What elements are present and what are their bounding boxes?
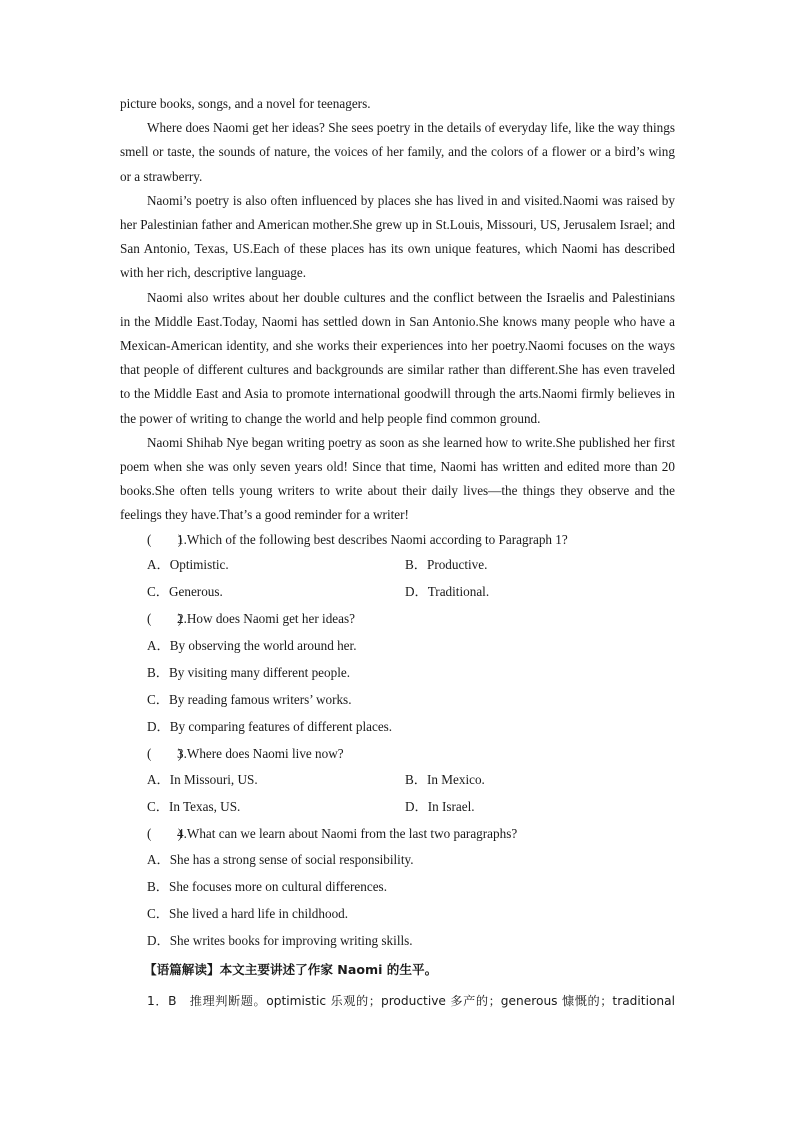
passage-paragraph-ideas: Where does Naomi get her ideas? She sees poetry in the details of everyday life, like the way things smell or taste, the sounds of nature, the voices of her family, and the colors of a flower or a bird’s wing or a strawberry. bbox=[120, 120, 675, 184]
option-c[interactable]: C．Generous. bbox=[147, 583, 223, 599]
option-a[interactable]: A．She has a strong sense of social responsibility. bbox=[147, 851, 414, 867]
options-row bbox=[120, 768, 675, 795]
question-text: 1.Which of the following best describes Naomi according to Paragraph 1? bbox=[177, 531, 568, 547]
option-c[interactable]: C．By reading famous writers’ works. bbox=[147, 691, 352, 707]
document-content bbox=[120, 92, 675, 1013]
options-row bbox=[120, 580, 675, 607]
option-a[interactable]: A．Optimistic. bbox=[147, 556, 229, 572]
passage-line-continued: picture books, songs, and a novel for teenagers. bbox=[120, 96, 371, 111]
passage-paragraph-cultures: Naomi also writes about her double cultures and the conflict between the Israelis and Palestinians in the Middle East.Today, Naomi has settled down in San Antonio.She knows many people who have a Mexican-American identity, and she works their experiences into her poetry.Naomi focuses on the ways that people of different cultures and backgrounds are similar rather than different.She has even traveled to the Middle East and Asia to promote international goodwill through the arts.Naomi firmly believes in the power of writing to change the world and help people find common ground. bbox=[120, 289, 675, 426]
question-3 bbox=[120, 742, 675, 768]
option-a[interactable]: A．By observing the world around her. bbox=[147, 637, 357, 653]
option-c[interactable]: C．In Texas, US. bbox=[147, 798, 241, 814]
answer-blank[interactable]: ( ) bbox=[147, 531, 183, 547]
option-b[interactable]: B．By visiting many different people. bbox=[147, 664, 351, 680]
option-b[interactable]: B．She focuses more on cultural differences. bbox=[147, 878, 387, 894]
question-text: 3.Where does Naomi live now? bbox=[177, 745, 344, 761]
option-a[interactable]: A．In Missouri, US. bbox=[147, 771, 258, 787]
option-c[interactable]: C．She lived a hard life in childhood. bbox=[147, 905, 349, 921]
analysis-heading: 【语篇解读】本文主要讲述了作家 Naomi 的生平。 bbox=[144, 961, 438, 977]
question-1 bbox=[120, 528, 675, 553]
answer-blank[interactable]: ( ) bbox=[147, 825, 183, 841]
question-2 bbox=[120, 607, 675, 634]
question-text: 2.How does Naomi get her ideas? bbox=[177, 610, 355, 626]
option-d[interactable]: D．By comparing features of different places. bbox=[147, 718, 393, 734]
passage-paragraph-places: Naomi’s poetry is also often influenced by places she has lived in and visited.Naomi was raised by her Palestinian father and American mother.She grew up in St.Louis, Missouri, US, Jerusalem Israel; and San Antonio, Texas, US.Each of these places has its own unique features, which Naomi has described with her rich, descriptive language. bbox=[120, 192, 675, 281]
question-4 bbox=[120, 822, 675, 848]
option-b[interactable]: B．Productive. bbox=[405, 556, 488, 572]
answer-blank[interactable]: ( ) bbox=[147, 610, 183, 626]
analysis-answer-line: 1．B 推理判断题。optimistic 乐观的；productive 多产的；generous 慷慨的；traditional bbox=[147, 993, 675, 1008]
option-d[interactable]: D．She writes books for improving writing skills. bbox=[147, 932, 413, 948]
passage-paragraph-beginnings: Naomi Shihab Nye began writing poetry as soon as she learned how to write.She published her first poem when she was only seven years old! Since that time, Naomi has written and edited more than 20 books.She often tells young writers to write about their daily lives—the things they observe and the feelings they have.That’s a good reminder for a writer! bbox=[120, 434, 675, 523]
options-row bbox=[120, 795, 675, 822]
answer-blank[interactable]: ( ) bbox=[147, 745, 183, 761]
question-text: 4.What can we learn about Naomi from the last two paragraphs? bbox=[177, 825, 518, 841]
options-row bbox=[120, 553, 675, 580]
option-d[interactable]: D．In Israel. bbox=[405, 798, 475, 814]
option-d[interactable]: D．Traditional. bbox=[405, 583, 490, 599]
option-b[interactable]: B．In Mexico. bbox=[405, 771, 485, 787]
